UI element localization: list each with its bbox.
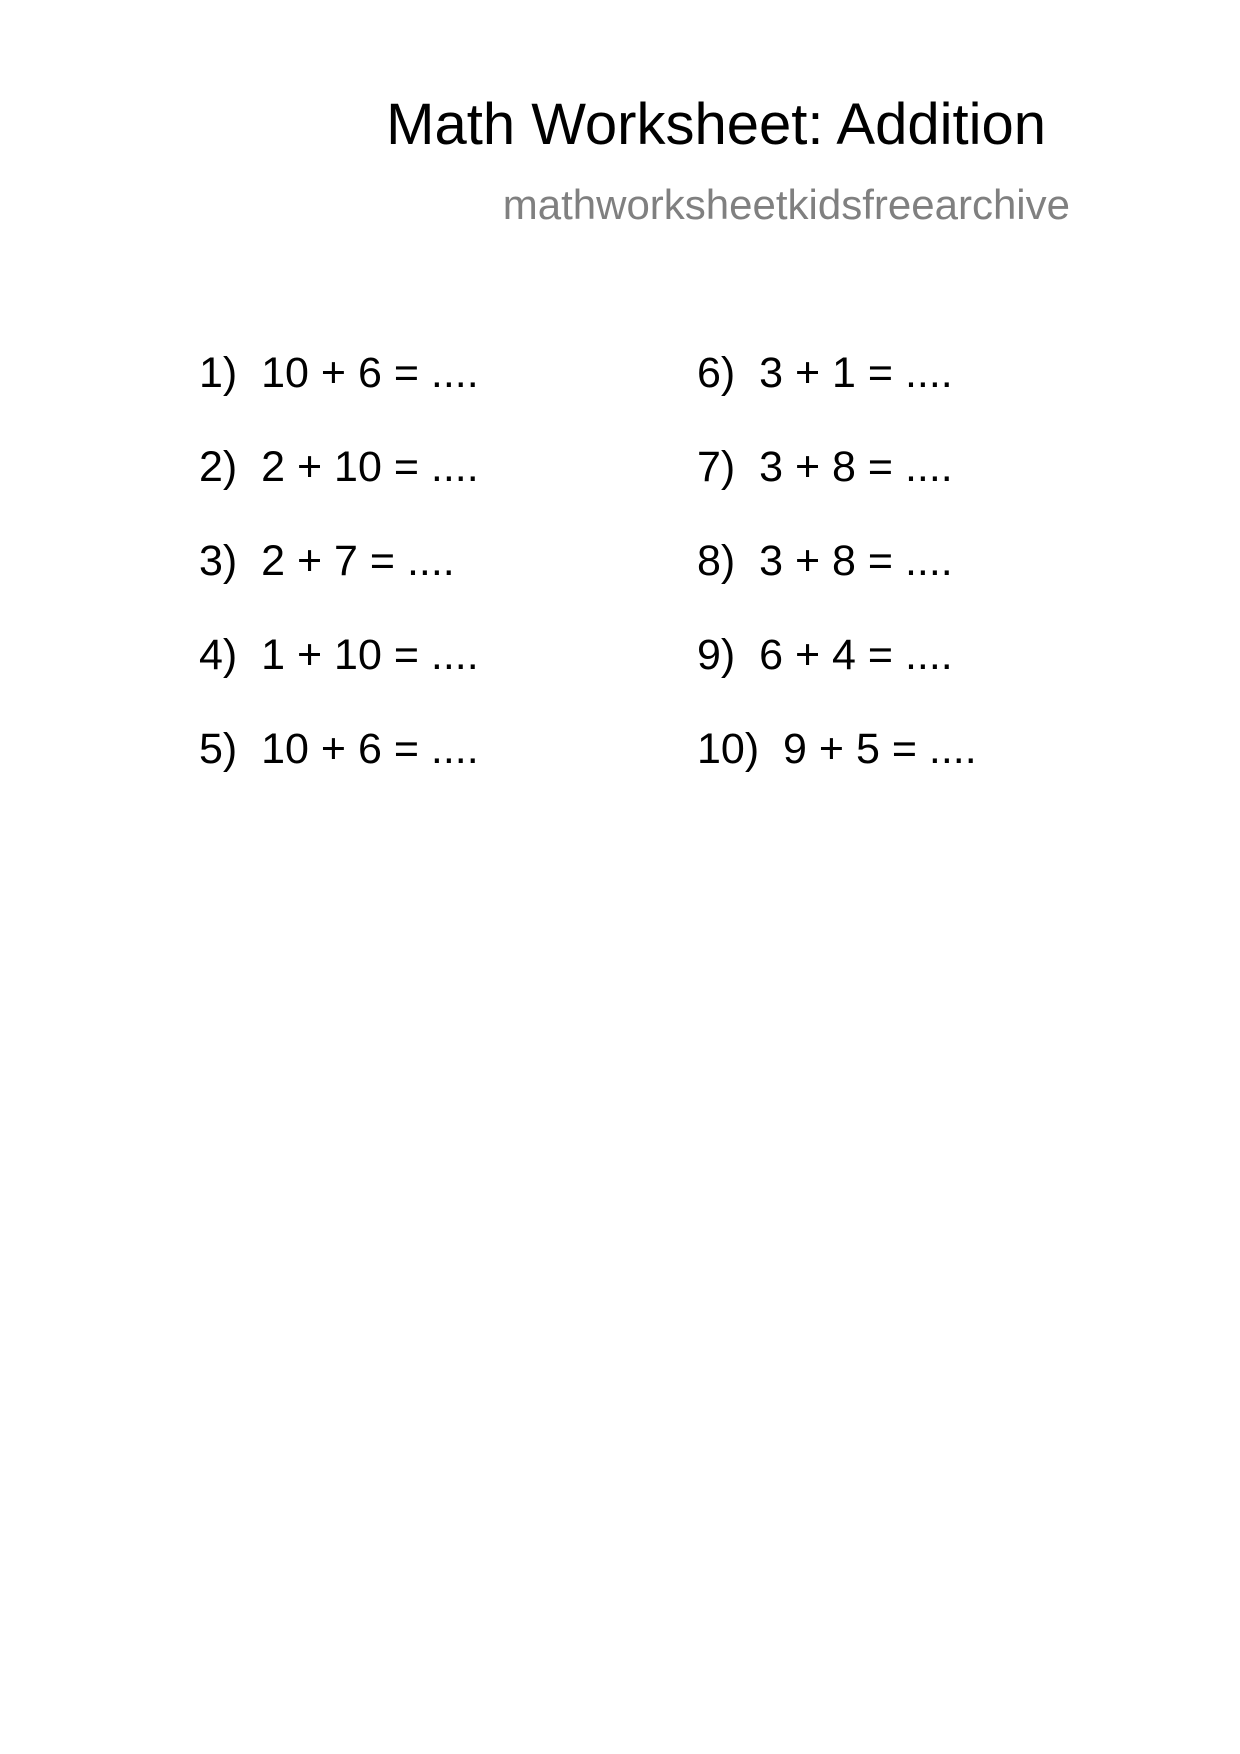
problem-10: 10) 9 + 5 = .... [697, 725, 977, 773]
problem-4: 4) 1 + 10 = .... [199, 631, 479, 679]
worksheet-source: mathworksheetkidsfreearchive [502, 181, 1070, 228]
problem-8: 8) 3 + 8 = .... [697, 537, 953, 585]
problem-5: 5) 10 + 6 = .... [199, 725, 479, 773]
problem-9: 9) 6 + 4 = .... [697, 631, 953, 679]
problem-3: 3) 2 + 7 = .... [199, 537, 455, 585]
problem-7: 7) 3 + 8 = .... [697, 443, 953, 491]
problem-6: 6) 3 + 1 = .... [697, 349, 953, 397]
problem-1: 1) 10 + 6 = .... [199, 349, 479, 397]
problem-2: 2) 2 + 10 = .... [199, 443, 479, 491]
worksheet-title: Math Worksheet: Addition [386, 92, 1046, 157]
